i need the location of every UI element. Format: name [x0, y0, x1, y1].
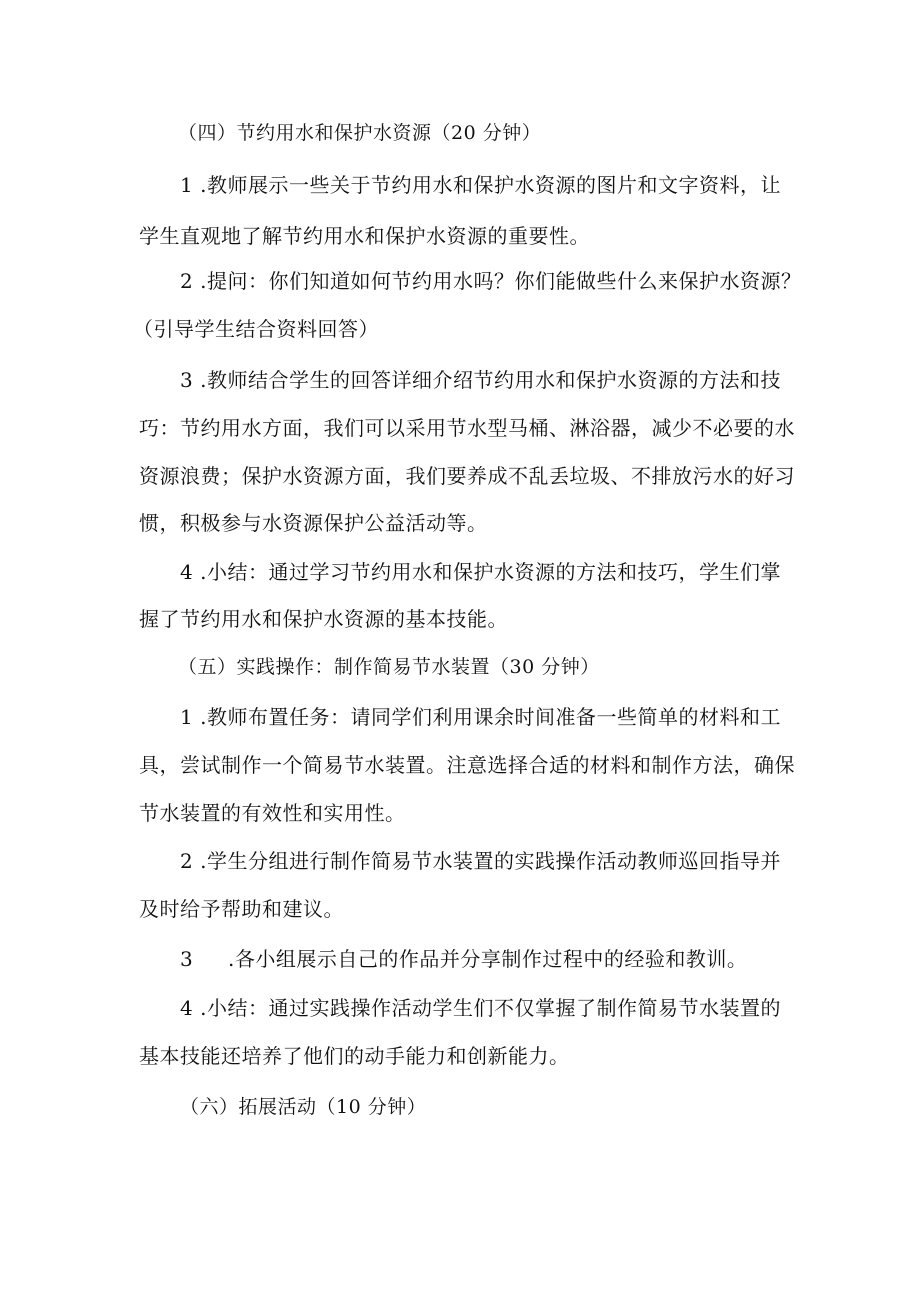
section-5-item-2-line-2: 及时给予帮助和建议。	[139, 897, 344, 921]
section-4-item-3-line-1: 3 .教师结合学生的回答详细介绍节约用水和保护水资源的方法和技	[180, 368, 781, 392]
section-5-item-2-line-1: 2 .学生分组进行制作简易节水装置的实践操作活动教师巡回指导并	[180, 849, 781, 873]
section-5-item-3-number: 3	[180, 947, 194, 971]
section-5-item-4-line-1: 4 .小结：通过实践操作活动学生们不仅掌握了制作简易节水装置的	[180, 996, 781, 1020]
section-5-item-1-line-1: 1 .教师布置任务：请同学们利用课余时间准备一些简单的材料和工	[180, 705, 781, 729]
section-6-heading: （六）拓展活动（10 分钟）	[180, 1096, 427, 1118]
section-4-item-4-line-1: 4 .小结：通过学习节约用水和保护水资源的方法和技巧，学生们掌	[180, 560, 781, 584]
section-5-item-3-text: .各小组展示自己的作品并分享制作过程中的经验和教训。	[228, 947, 748, 971]
section-4-item-2-line-2: （引导学生结合资料回答）	[133, 317, 379, 341]
section-4-heading: （四）节约用水和保护水资源（20 分钟）	[178, 122, 542, 144]
section-5-item-1-line-3: 节水装置的有效性和实用性。	[139, 801, 406, 825]
section-4-item-2-line-1: 2 .提问：你们知道如何节约用水吗？你们能做些什么来保护水资源？	[180, 269, 802, 293]
section-4-item-1-line-2: 学生直观地了解节约用水和保护水资源的重要性。	[139, 224, 590, 248]
section-4-item-1-line-1: 1 .教师展示一些关于节约用水和保护水资源的图片和文字资料，让	[180, 173, 781, 197]
section-4-item-3-line-4: 惯，积极参与水资源保护公益活动等。	[139, 511, 488, 535]
section-5-heading: （五）实践操作：制作简易节水装置（30 分钟）	[178, 656, 600, 678]
section-4-item-4-line-2: 握了节约用水和保护水资源的基本技能。	[139, 607, 508, 631]
section-5-item-1-line-2: 具，尝试制作一个简易节水装置。注意选择合适的材料和制作方法，确保	[139, 753, 795, 777]
section-4-item-3-line-2: 巧：节约用水方面，我们可以采用节水型马桶、淋浴器，减少不必要的水	[139, 416, 795, 440]
section-4-item-3-line-3: 资源浪费；保护水资源方面，我们要养成不乱丢垃圾、不排放污水的好习	[139, 464, 795, 488]
section-5-item-4-line-2: 基本技能还培养了他们的动手能力和创新能力。	[139, 1044, 570, 1068]
